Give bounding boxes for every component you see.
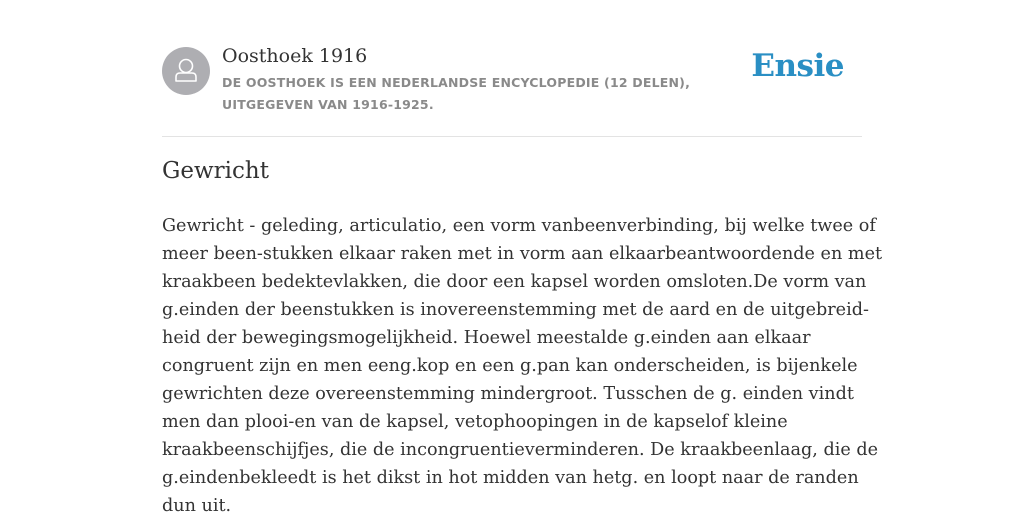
- article-title: Gewricht: [162, 158, 269, 184]
- source-header: [162, 44, 862, 137]
- article-line: dun uit.: [162, 496, 232, 512]
- article-line: men dan plooi-en van de kapsel, vetophoopingen in de kapselof kleine: [162, 412, 788, 432]
- article-line: Gewricht - geleding, articulatio, een vorm vanbeenverbinding, bij welke twee of: [162, 216, 876, 236]
- avatar[interactable]: [162, 47, 210, 95]
- article-line: kraakbeenschijfjes, die de incongruentieverminderen. De kraakbeenlaag, die de: [162, 440, 879, 460]
- article-line: g.eindenbekleedt is het dikst in hot midden van hetg. en loopt naar de randen: [162, 468, 859, 488]
- source-description: DE OOSTHOEK IS EEN NEDERLANDSE ENCYCLOPEDIE (12 DELEN), UITGEGEVEN VAN 1916-1925.: [222, 75, 691, 112]
- article-body: [162, 212, 883, 512]
- article-line: meer been-stukken elkaar raken met in vorm aan elkaarbeantwoordende en met: [162, 244, 883, 264]
- article-line: kraakbeen bedektevlakken, die door een kapsel worden omsloten.De vorm van: [162, 272, 867, 292]
- article-line: congruent zijn en men eeng.kop en een g.pan kan onderscheiden, is bijenkele: [162, 356, 858, 376]
- article-line: g.einden der beenstukken is inovereenstemming met de aard en de uitgebreid-: [162, 300, 869, 320]
- source-name[interactable]: Oosthoek 1916: [222, 45, 368, 67]
- article-line: heid der bewegingsmogelijkheid. Hoewel meestalde g.einden aan elkaar: [162, 328, 811, 348]
- article-line: gewrichten deze overeenstemming mindergroot. Tusschen de g. einden vindt: [162, 384, 854, 404]
- user-icon: [162, 47, 210, 95]
- ensie-logo[interactable]: Ensie: [751, 48, 844, 84]
